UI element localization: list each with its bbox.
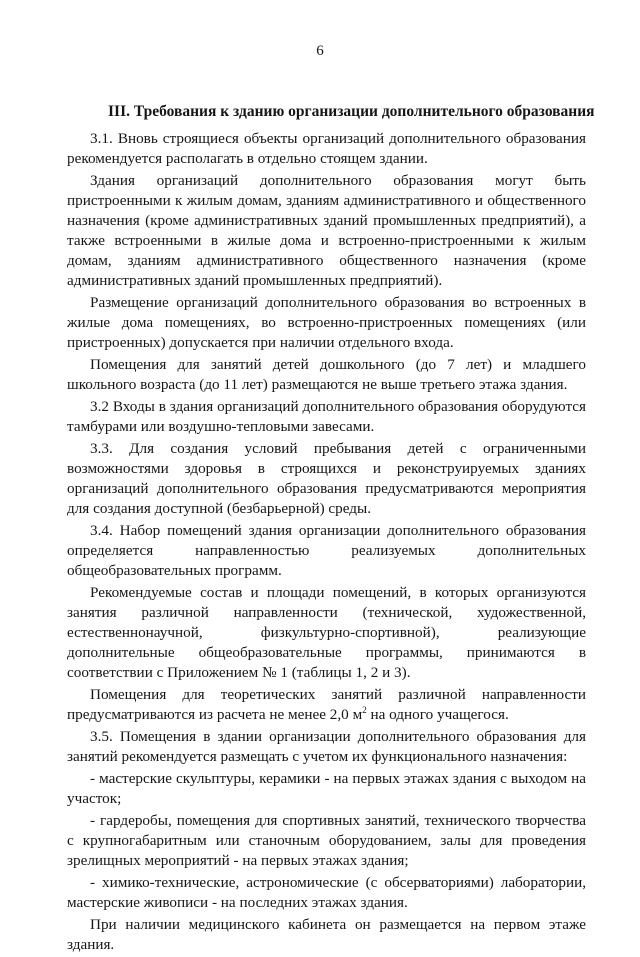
section-title: III. Требования к зданию организации дополнительного образования	[108, 103, 595, 120]
paragraph-3-3: 3.3. Для создания условий пребывания детей с ограниченными возможностями здоровья в строящихся и реконструируемых зданиях организаций дополнительного образования предусматриваются мероприятия для создания доступной (безбарьерной) среды.	[67, 440, 586, 517]
list-item-cloakrooms: - гардеробы, помещения для спортивных занятий, технического творчества с крупногабаритным или станочным оборудованием, залы для проведения зрелищных мероприятий - на первых этажах здания;	[67, 812, 586, 869]
paragraph-3-2: 3.2 Входы в здания организаций дополнительного образования оборудуются тамбурами или воздушно-тепловыми завесами.	[67, 398, 586, 435]
area-superscript: 2	[362, 704, 367, 715]
paragraph-buildings: Здания организаций дополнительного образования могут быть пристроенными к жилым домам, зданиям административного и общественного назначения (кроме административных зданий промышленных предприятий), а также встроенными в жилые дома и встроенно-пристроенными к жилым домам, зданиям административного общественного назначения (кроме административных зданий промышленных предприятий).	[67, 172, 586, 289]
paragraph-preschool: Помещения для занятий детей дошкольного (до 7 лет) и младшего школьного возраста (до 11 лет) размещаются не выше третьего этажа здания.	[67, 356, 586, 393]
page-number: 6	[316, 43, 324, 59]
paragraph-recommended: Рекомендуемые состав и площади помещений, в которых организуются занятия различной направленности (технической, художественной, естественнонаучной, физкультурно-спортивной), реализующие дополнительные общеобразовательные программы, принимаются в соответствии с Приложением № 1 (таблицы 1, 2 и 3).	[67, 584, 586, 681]
paragraph-area	[67, 685, 586, 725]
list-item-workshops: - мастерские скульптуры, керамики - на первых этажах здания с выходом на участок;	[67, 770, 586, 807]
list-item-laboratories: - химико-технические, астрономические (с обсерваториями) лаборатории, мастерские живописи - на последних этажах здания.	[67, 874, 586, 911]
paragraph-3-1: 3.1. Вновь строящиеся объекты организаций дополнительного образования рекомендуется располагать в отдельно стоящем здании.	[67, 130, 586, 167]
paragraph-3-4: 3.4. Набор помещений здания организации дополнительного образования определяется направленностью реализуемых дополнительных общеобразовательных программ.	[67, 522, 586, 579]
document-body	[67, 129, 586, 957]
paragraph-medical: При наличии медицинского кабинета он размещается на первом этаже здания.	[67, 916, 586, 953]
paragraph-3-5: 3.5. Помещения в здании организации дополнительного образования для занятий рекомендуется размещать с учетом их функционального назначения:	[67, 728, 586, 765]
area-text-before: Помещения для теоретических занятий различной направленности предусматриваются из расчета не менее 2,0 м	[67, 686, 586, 723]
area-text-after: на одного учащегося.	[366, 706, 509, 723]
paragraph-placement: Размещение организаций дополнительного образования во встроенных в жилые дома помещениях, во встроенно-пристроенных помещениях (или пристроенных) допускается при наличии отдельного входа.	[67, 294, 586, 351]
